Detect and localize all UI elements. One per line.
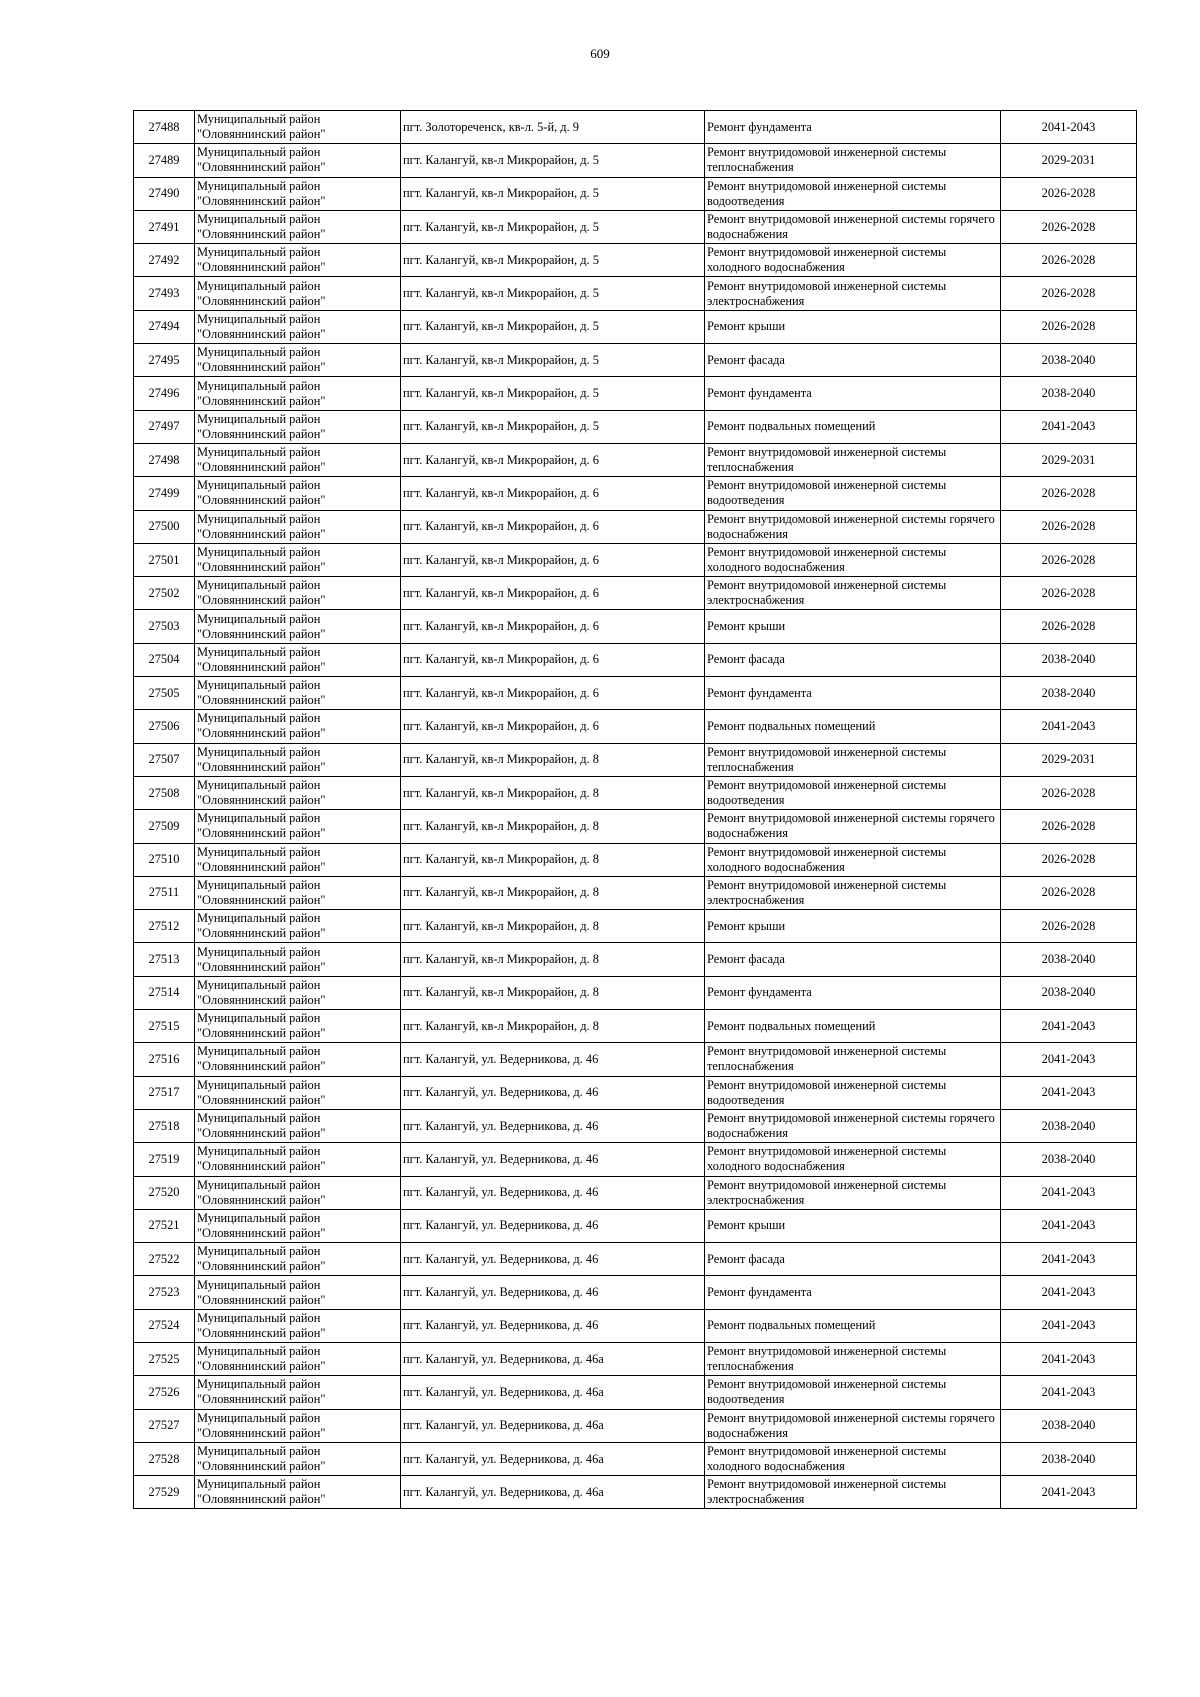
- row-number-cell: 27525: [134, 1342, 195, 1375]
- table-row: [134, 910, 1137, 943]
- period-cell: 2041-2043: [1001, 1043, 1137, 1076]
- address-cell: пгт. Калангуй, кв-л Микрорайон, д. 8: [401, 943, 705, 976]
- district-cell: Муниципальный район "Оловяннинский район": [195, 543, 401, 576]
- page-number: 609: [590, 46, 610, 61]
- row-number-cell: 27494: [134, 310, 195, 343]
- table-row: [134, 410, 1137, 443]
- address-cell: пгт. Калангуй, кв-л Микрорайон, д. 8: [401, 776, 705, 809]
- table-row: [134, 1476, 1137, 1509]
- work-type-cell: Ремонт внутридомовой инженерной системы холодного водоснабжения: [705, 244, 1001, 277]
- address-cell: пгт. Калангуй, кв-л Микрорайон, д. 5: [401, 344, 705, 377]
- address-cell: пгт. Калангуй, ул. Ведерникова, д. 46а: [401, 1376, 705, 1409]
- district-cell: Муниципальный район "Оловяннинский район": [195, 277, 401, 310]
- row-number-cell: 27509: [134, 810, 195, 843]
- address-cell: пгт. Калангуй, кв-л Микрорайон, д. 8: [401, 876, 705, 909]
- row-number-cell: 27527: [134, 1409, 195, 1442]
- row-number-cell: 27520: [134, 1176, 195, 1209]
- period-cell: 2029-2031: [1001, 144, 1137, 177]
- address-cell: пгт. Калангуй, кв-л Микрорайон, д. 8: [401, 976, 705, 1009]
- row-number-cell: 27524: [134, 1309, 195, 1342]
- row-number-cell: 27489: [134, 144, 195, 177]
- table-row: [134, 810, 1137, 843]
- work-type-cell: Ремонт внутридомовой инженерной системы теплоснабжения: [705, 144, 1001, 177]
- table-row: [134, 244, 1137, 277]
- work-type-cell: Ремонт фасада: [705, 1243, 1001, 1276]
- address-cell: пгт. Калангуй, кв-л Микрорайон, д. 6: [401, 643, 705, 676]
- work-type-cell: Ремонт внутридомовой инженерной системы холодного водоснабжения: [705, 1442, 1001, 1475]
- address-cell: пгт. Калангуй, кв-л Микрорайон, д. 5: [401, 144, 705, 177]
- work-type-cell: Ремонт внутридомовой инженерной системы электроснабжения: [705, 1176, 1001, 1209]
- work-type-cell: Ремонт фундамента: [705, 976, 1001, 1009]
- row-number-cell: 27528: [134, 1442, 195, 1475]
- district-cell: Муниципальный район "Оловяннинский район": [195, 1342, 401, 1375]
- work-type-cell: Ремонт внутридомовой инженерной системы теплоснабжения: [705, 1043, 1001, 1076]
- work-type-cell: Ремонт крыши: [705, 610, 1001, 643]
- row-number-cell: 27518: [134, 1109, 195, 1142]
- district-cell: Муниципальный район "Оловяннинский район": [195, 443, 401, 476]
- table-row: [134, 743, 1137, 776]
- row-number-cell: 27517: [134, 1076, 195, 1109]
- district-cell: Муниципальный район "Оловяннинский район": [195, 577, 401, 610]
- period-cell: 2026-2028: [1001, 543, 1137, 576]
- district-cell: Муниципальный район "Оловяннинский район": [195, 1010, 401, 1043]
- work-type-cell: Ремонт внутридомовой инженерной системы горячего водоснабжения: [705, 210, 1001, 243]
- address-cell: пгт. Калангуй, кв-л Микрорайон, д. 6: [401, 510, 705, 543]
- work-type-cell: Ремонт подвальных помещений: [705, 1010, 1001, 1043]
- district-cell: Муниципальный район "Оловяннинский район": [195, 1476, 401, 1509]
- district-cell: Муниципальный район "Оловяннинский район": [195, 1309, 401, 1342]
- address-cell: пгт. Калангуй, кв-л Микрорайон, д. 5: [401, 177, 705, 210]
- district-cell: Муниципальный район "Оловяннинский район": [195, 1043, 401, 1076]
- address-cell: пгт. Калангуй, кв-л Микрорайон, д. 6: [401, 477, 705, 510]
- row-number-cell: 27506: [134, 710, 195, 743]
- period-cell: 2026-2028: [1001, 910, 1137, 943]
- table-row: [134, 1376, 1137, 1409]
- work-type-cell: Ремонт внутридомовой инженерной системы теплоснабжения: [705, 743, 1001, 776]
- district-cell: Муниципальный район "Оловяннинский район": [195, 810, 401, 843]
- work-type-cell: Ремонт фундамента: [705, 377, 1001, 410]
- period-cell: 2026-2028: [1001, 843, 1137, 876]
- district-cell: Муниципальный район "Оловяннинский район": [195, 177, 401, 210]
- address-cell: пгт. Калангуй, кв-л Микрорайон, д. 6: [401, 610, 705, 643]
- district-cell: Муниципальный район "Оловяннинский район": [195, 610, 401, 643]
- district-cell: Муниципальный район "Оловяннинский район": [195, 943, 401, 976]
- work-type-cell: Ремонт крыши: [705, 310, 1001, 343]
- table-row: [134, 976, 1137, 1009]
- work-type-cell: Ремонт фасада: [705, 344, 1001, 377]
- period-cell: 2041-2043: [1001, 1376, 1137, 1409]
- row-number-cell: 27491: [134, 210, 195, 243]
- district-cell: Муниципальный район "Оловяннинский район": [195, 643, 401, 676]
- row-number-cell: 27519: [134, 1143, 195, 1176]
- table-row: [134, 776, 1137, 809]
- address-cell: пгт. Калангуй, кв-л Микрорайон, д. 6: [401, 710, 705, 743]
- work-type-cell: Ремонт фасада: [705, 943, 1001, 976]
- period-cell: 2041-2043: [1001, 1309, 1137, 1342]
- row-number-cell: 27521: [134, 1209, 195, 1242]
- table-row: [134, 1043, 1137, 1076]
- address-cell: пгт. Калангуй, кв-л Микрорайон, д. 6: [401, 543, 705, 576]
- table-row: [134, 144, 1137, 177]
- address-cell: пгт. Калангуй, кв-л Микрорайон, д. 5: [401, 210, 705, 243]
- repair-schedule-table: [133, 110, 1137, 1509]
- address-cell: пгт. Калангуй, ул. Ведерникова, д. 46: [401, 1243, 705, 1276]
- row-number-cell: 27502: [134, 577, 195, 610]
- district-cell: Муниципальный район "Оловяннинский район": [195, 743, 401, 776]
- period-cell: 2041-2043: [1001, 1209, 1137, 1242]
- period-cell: 2038-2040: [1001, 1442, 1137, 1475]
- period-cell: 2038-2040: [1001, 643, 1137, 676]
- row-number-cell: 27508: [134, 776, 195, 809]
- table-row: [134, 111, 1137, 144]
- address-cell: пгт. Золотореченск, кв-л. 5-й, д. 9: [401, 111, 705, 144]
- district-cell: Муниципальный район "Оловяннинский район": [195, 1209, 401, 1242]
- address-cell: пгт. Калангуй, ул. Ведерникова, д. 46: [401, 1176, 705, 1209]
- table-row: [134, 177, 1137, 210]
- table-row: [134, 210, 1137, 243]
- row-number-cell: 27497: [134, 410, 195, 443]
- table-row: [134, 543, 1137, 576]
- row-number-cell: 27499: [134, 477, 195, 510]
- address-cell: пгт. Калангуй, ул. Ведерникова, д. 46а: [401, 1442, 705, 1475]
- row-number-cell: 27511: [134, 876, 195, 909]
- work-type-cell: Ремонт фасада: [705, 643, 1001, 676]
- district-cell: Муниципальный район "Оловяннинский район": [195, 1109, 401, 1142]
- period-cell: 2026-2028: [1001, 210, 1137, 243]
- table-row: [134, 1010, 1137, 1043]
- address-cell: пгт. Калангуй, кв-л Микрорайон, д. 5: [401, 410, 705, 443]
- table-row: [134, 344, 1137, 377]
- work-type-cell: Ремонт крыши: [705, 1209, 1001, 1242]
- address-cell: пгт. Калангуй, кв-л Микрорайон, д. 5: [401, 377, 705, 410]
- district-cell: Муниципальный район "Оловяннинский район": [195, 244, 401, 277]
- table-row: [134, 1209, 1137, 1242]
- row-number-cell: 27515: [134, 1010, 195, 1043]
- address-cell: пгт. Калангуй, кв-л Микрорайон, д. 5: [401, 310, 705, 343]
- period-cell: 2026-2028: [1001, 177, 1137, 210]
- table-row: [134, 377, 1137, 410]
- work-type-cell: Ремонт внутридомовой инженерной системы теплоснабжения: [705, 443, 1001, 476]
- work-type-cell: Ремонт внутридомовой инженерной системы электроснабжения: [705, 876, 1001, 909]
- work-type-cell: Ремонт внутридомовой инженерной системы водоотведения: [705, 1076, 1001, 1109]
- district-cell: Муниципальный район "Оловяннинский район": [195, 1076, 401, 1109]
- table-row: [134, 443, 1137, 476]
- work-type-cell: Ремонт внутридомовой инженерной системы электроснабжения: [705, 1476, 1001, 1509]
- period-cell: 2026-2028: [1001, 510, 1137, 543]
- row-number-cell: 27490: [134, 177, 195, 210]
- address-cell: пгт. Калангуй, кв-л Микрорайон, д. 8: [401, 810, 705, 843]
- district-cell: Муниципальный район "Оловяннинский район": [195, 410, 401, 443]
- period-cell: 2038-2040: [1001, 1109, 1137, 1142]
- period-cell: 2041-2043: [1001, 1243, 1137, 1276]
- period-cell: 2041-2043: [1001, 1176, 1137, 1209]
- district-cell: Муниципальный район "Оловяннинский район": [195, 1243, 401, 1276]
- work-type-cell: Ремонт внутридомовой инженерной системы горячего водоснабжения: [705, 510, 1001, 543]
- district-cell: Муниципальный район "Оловяннинский район": [195, 1409, 401, 1442]
- row-number-cell: 27500: [134, 510, 195, 543]
- period-cell: 2041-2043: [1001, 1010, 1137, 1043]
- district-cell: Муниципальный район "Оловяннинский район": [195, 710, 401, 743]
- work-type-cell: Ремонт внутридомовой инженерной системы холодного водоснабжения: [705, 543, 1001, 576]
- period-cell: 2026-2028: [1001, 810, 1137, 843]
- row-number-cell: 27510: [134, 843, 195, 876]
- period-cell: 2041-2043: [1001, 111, 1137, 144]
- work-type-cell: Ремонт подвальных помещений: [705, 410, 1001, 443]
- district-cell: Муниципальный район "Оловяннинский район": [195, 677, 401, 710]
- work-type-cell: Ремонт внутридомовой инженерной системы теплоснабжения: [705, 1342, 1001, 1375]
- row-number-cell: 27492: [134, 244, 195, 277]
- address-cell: пгт. Калангуй, кв-л Микрорайон, д. 6: [401, 677, 705, 710]
- address-cell: пгт. Калангуй, кв-л Микрорайон, д. 5: [401, 244, 705, 277]
- row-number-cell: 27503: [134, 610, 195, 643]
- period-cell: 2041-2043: [1001, 1476, 1137, 1509]
- table-row: [134, 1276, 1137, 1309]
- period-cell: 2026-2028: [1001, 477, 1137, 510]
- period-cell: 2026-2028: [1001, 776, 1137, 809]
- table-row: [134, 1176, 1137, 1209]
- table-row: [134, 277, 1137, 310]
- table-row: [134, 1309, 1137, 1342]
- district-cell: Муниципальный район "Оловяннинский район": [195, 377, 401, 410]
- district-cell: Муниципальный район "Оловяннинский район": [195, 876, 401, 909]
- period-cell: 2026-2028: [1001, 310, 1137, 343]
- address-cell: пгт. Калангуй, ул. Ведерникова, д. 46а: [401, 1409, 705, 1442]
- district-cell: Муниципальный район "Оловяннинский район": [195, 144, 401, 177]
- table-row: [134, 1143, 1137, 1176]
- table-row: [134, 943, 1137, 976]
- address-cell: пгт. Калангуй, ул. Ведерникова, д. 46: [401, 1209, 705, 1242]
- address-cell: пгт. Калангуй, кв-л Микрорайон, д. 8: [401, 910, 705, 943]
- work-type-cell: Ремонт подвальных помещений: [705, 1309, 1001, 1342]
- table-row: [134, 577, 1137, 610]
- period-cell: 2041-2043: [1001, 1076, 1137, 1109]
- row-number-cell: 27498: [134, 443, 195, 476]
- period-cell: 2038-2040: [1001, 677, 1137, 710]
- period-cell: 2038-2040: [1001, 377, 1137, 410]
- work-type-cell: Ремонт внутридомовой инженерной системы холодного водоснабжения: [705, 843, 1001, 876]
- district-cell: Муниципальный район "Оловяннинский район": [195, 344, 401, 377]
- table-row: [134, 610, 1137, 643]
- address-cell: пгт. Калангуй, кв-л Микрорайон, д. 5: [401, 277, 705, 310]
- period-cell: 2026-2028: [1001, 876, 1137, 909]
- work-type-cell: Ремонт внутридомовой инженерной системы водоотведения: [705, 177, 1001, 210]
- address-cell: пгт. Калангуй, ул. Ведерникова, д. 46а: [401, 1342, 705, 1375]
- district-cell: Муниципальный район "Оловяннинский район": [195, 1442, 401, 1475]
- row-number-cell: 27504: [134, 643, 195, 676]
- work-type-cell: Ремонт внутридомовой инженерной системы водоотведения: [705, 477, 1001, 510]
- table-row: [134, 1243, 1137, 1276]
- row-number-cell: 27493: [134, 277, 195, 310]
- table-row: [134, 1342, 1137, 1375]
- period-cell: 2038-2040: [1001, 344, 1137, 377]
- period-cell: 2038-2040: [1001, 943, 1137, 976]
- address-cell: пгт. Калангуй, ул. Ведерникова, д. 46: [401, 1076, 705, 1109]
- row-number-cell: 27512: [134, 910, 195, 943]
- row-number-cell: 27514: [134, 976, 195, 1009]
- period-cell: 2038-2040: [1001, 1143, 1137, 1176]
- period-cell: 2038-2040: [1001, 1409, 1137, 1442]
- row-number-cell: 27513: [134, 943, 195, 976]
- work-type-cell: Ремонт фундамента: [705, 111, 1001, 144]
- period-cell: 2029-2031: [1001, 743, 1137, 776]
- address-cell: пгт. Калангуй, ул. Ведерникова, д. 46: [401, 1109, 705, 1142]
- work-type-cell: Ремонт внутридомовой инженерной системы горячего водоснабжения: [705, 1109, 1001, 1142]
- period-cell: 2026-2028: [1001, 610, 1137, 643]
- table-row: [134, 876, 1137, 909]
- address-cell: пгт. Калангуй, кв-л Микрорайон, д. 8: [401, 1010, 705, 1043]
- period-cell: 2026-2028: [1001, 244, 1137, 277]
- address-cell: пгт. Калангуй, кв-л Микрорайон, д. 6: [401, 443, 705, 476]
- work-type-cell: Ремонт подвальных помещений: [705, 710, 1001, 743]
- address-cell: пгт. Калангуй, ул. Ведерникова, д. 46: [401, 1043, 705, 1076]
- period-cell: 2029-2031: [1001, 443, 1137, 476]
- period-cell: 2041-2043: [1001, 710, 1137, 743]
- address-cell: пгт. Калангуй, кв-л Микрорайон, д. 6: [401, 577, 705, 610]
- work-type-cell: Ремонт внутридомовой инженерной системы горячего водоснабжения: [705, 810, 1001, 843]
- work-type-cell: Ремонт внутридомовой инженерной системы электроснабжения: [705, 577, 1001, 610]
- district-cell: Муниципальный район "Оловяннинский район": [195, 210, 401, 243]
- row-number-cell: 27496: [134, 377, 195, 410]
- work-type-cell: Ремонт внутридомовой инженерной системы водоотведения: [705, 776, 1001, 809]
- period-cell: 2041-2043: [1001, 410, 1137, 443]
- address-cell: пгт. Калангуй, ул. Ведерникова, д. 46а: [401, 1476, 705, 1509]
- work-type-cell: Ремонт внутридомовой инженерной системы водоотведения: [705, 1376, 1001, 1409]
- district-cell: Муниципальный район "Оловяннинский район": [195, 843, 401, 876]
- row-number-cell: 27507: [134, 743, 195, 776]
- work-type-cell: Ремонт внутридомовой инженерной системы электроснабжения: [705, 277, 1001, 310]
- row-number-cell: 27488: [134, 111, 195, 144]
- table-row: [134, 677, 1137, 710]
- district-cell: Муниципальный район "Оловяннинский район": [195, 310, 401, 343]
- address-cell: пгт. Калангуй, ул. Ведерникова, д. 46: [401, 1143, 705, 1176]
- table-row: [134, 710, 1137, 743]
- row-number-cell: 27522: [134, 1243, 195, 1276]
- work-type-cell: Ремонт крыши: [705, 910, 1001, 943]
- district-cell: Муниципальный район "Оловяннинский район": [195, 976, 401, 1009]
- row-number-cell: 27529: [134, 1476, 195, 1509]
- district-cell: Муниципальный район "Оловяннинский район": [195, 776, 401, 809]
- work-type-cell: Ремонт внутридомовой инженерной системы горячего водоснабжения: [705, 1409, 1001, 1442]
- work-type-cell: Ремонт фундамента: [705, 1276, 1001, 1309]
- table-row: [134, 1076, 1137, 1109]
- period-cell: 2041-2043: [1001, 1342, 1137, 1375]
- district-cell: Муниципальный район "Оловяннинский район": [195, 477, 401, 510]
- district-cell: Муниципальный район "Оловяннинский район": [195, 510, 401, 543]
- district-cell: Муниципальный район "Оловяннинский район": [195, 1276, 401, 1309]
- table-row: [134, 843, 1137, 876]
- table-body: [134, 111, 1137, 1509]
- district-cell: Муниципальный район "Оловяннинский район": [195, 1176, 401, 1209]
- table-row: [134, 1109, 1137, 1142]
- district-cell: Муниципальный район "Оловяннинский район": [195, 1376, 401, 1409]
- period-cell: 2038-2040: [1001, 976, 1137, 1009]
- period-cell: 2026-2028: [1001, 577, 1137, 610]
- table-row: [134, 310, 1137, 343]
- row-number-cell: 27516: [134, 1043, 195, 1076]
- row-number-cell: 27523: [134, 1276, 195, 1309]
- row-number-cell: 27501: [134, 543, 195, 576]
- address-cell: пгт. Калангуй, кв-л Микрорайон, д. 8: [401, 743, 705, 776]
- table-row: [134, 477, 1137, 510]
- district-cell: Муниципальный район "Оловяннинский район": [195, 1143, 401, 1176]
- work-type-cell: Ремонт фундамента: [705, 677, 1001, 710]
- period-cell: 2026-2028: [1001, 277, 1137, 310]
- row-number-cell: 27495: [134, 344, 195, 377]
- district-cell: Муниципальный район "Оловяннинский район": [195, 111, 401, 144]
- period-cell: 2041-2043: [1001, 1276, 1137, 1309]
- row-number-cell: 27505: [134, 677, 195, 710]
- row-number-cell: 27526: [134, 1376, 195, 1409]
- table-row: [134, 1442, 1137, 1475]
- table-row: [134, 643, 1137, 676]
- district-cell: Муниципальный район "Оловяннинский район": [195, 910, 401, 943]
- address-cell: пгт. Калангуй, кв-л Микрорайон, д. 8: [401, 843, 705, 876]
- table-row: [134, 510, 1137, 543]
- address-cell: пгт. Калангуй, ул. Ведерникова, д. 46: [401, 1309, 705, 1342]
- work-type-cell: Ремонт внутридомовой инженерной системы холодного водоснабжения: [705, 1143, 1001, 1176]
- table-row: [134, 1409, 1137, 1442]
- address-cell: пгт. Калангуй, ул. Ведерникова, д. 46: [401, 1276, 705, 1309]
